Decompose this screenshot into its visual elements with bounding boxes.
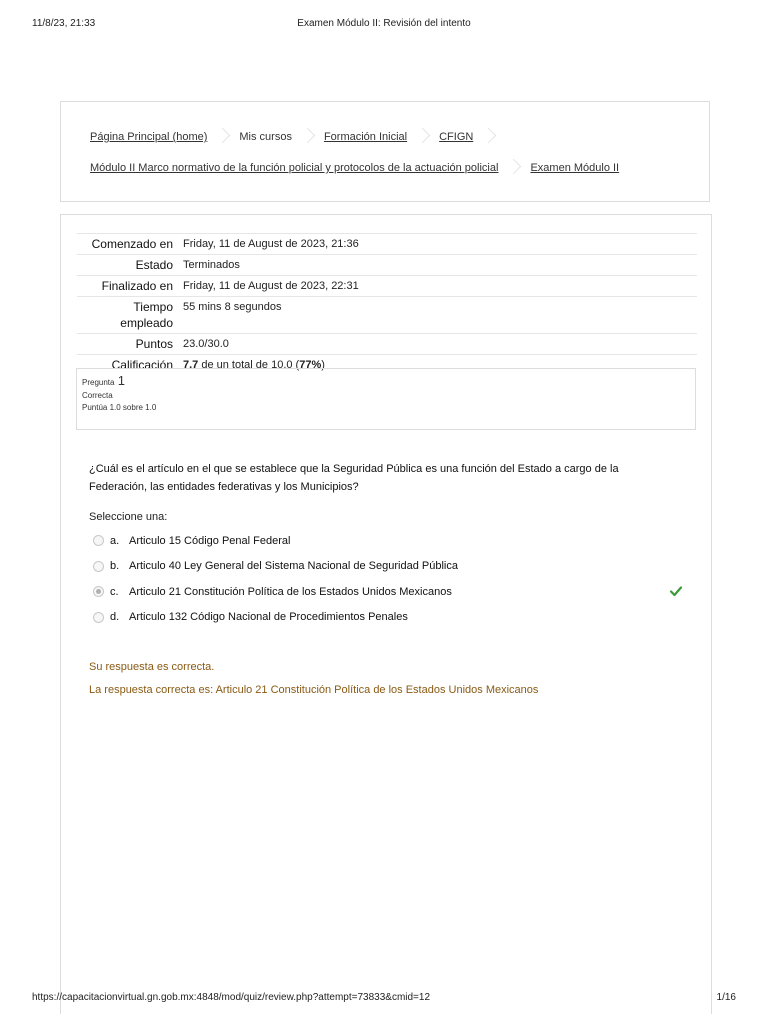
answer-option-a[interactable]: [93, 528, 683, 554]
answer-letter: b.: [110, 560, 120, 573]
answer-option-c[interactable]: [93, 579, 683, 605]
time-label-line-2: empleado: [120, 316, 173, 330]
chevron-right-icon: [508, 159, 516, 177]
summary-row-started: [77, 234, 697, 255]
breadcrumb-formacion-link[interactable]: Formación Inicial: [323, 131, 408, 143]
state-label: Estado: [135, 258, 173, 272]
radio-button[interactable]: [93, 561, 104, 572]
breadcrumb-cfign-link[interactable]: CFIGN: [439, 131, 474, 143]
chevron-right-icon: [483, 128, 491, 146]
answer-text: Articulo 15 Código Penal Federal: [129, 534, 291, 547]
breadcrumb-row-1: [90, 128, 505, 146]
grade-label: Calificación: [111, 358, 173, 372]
print-url: https://capacitacionvirtual.gn.gob.mx:4848/mod/quiz/review.php?attempt=73833&cmid=12: [32, 992, 431, 1003]
breadcrumb-row-2: [90, 159, 619, 177]
answer-options: [93, 528, 683, 630]
breadcrumb: [60, 101, 710, 202]
points-label: Puntos: [135, 337, 173, 351]
feedback-right-answer: La respuesta correcta es: Articulo 21 Constitución Política de los Estados Unidos Mexicanos: [89, 684, 539, 696]
chevron-right-icon: [217, 128, 225, 146]
question-state: Correcta: [82, 391, 113, 400]
answer-text: Articulo 21 Constitución Política de los Estados Unidos Mexicanos: [129, 585, 452, 598]
answer-letter: a.: [110, 534, 120, 547]
answer-text: Articulo 132 Código Nacional de Procedimientos Penales: [129, 611, 408, 624]
chevron-right-icon: [417, 128, 425, 146]
finished-label: Finalizado en: [101, 279, 173, 293]
points-value: 23.0/30.0: [183, 338, 229, 350]
question-number-label: Pregunta: [82, 378, 115, 387]
question-grade: Puntúa 1.0 sobre 1.0: [82, 403, 157, 412]
print-header: [32, 18, 736, 32]
summary-row-state: [77, 255, 697, 276]
radio-button[interactable]: [93, 612, 104, 623]
answer-option-b[interactable]: [93, 554, 683, 580]
time-label: [77, 297, 179, 334]
breadcrumb-module-link[interactable]: Módulo II Marco normativo de la función policial y protocolos de la actuación policial: [90, 162, 499, 174]
grade-value: 7.7 de un total de 10.0 (77%): [183, 359, 325, 371]
question-text: ¿Cuál es el artículo en el que se establece que la Seguridad Pública es una función del Estado a cargo de la Federación, las entidades federativas y los Municipios?: [89, 463, 619, 493]
time-label-line-1: Tiempo: [133, 300, 173, 314]
print-page-number: 1/16: [716, 992, 736, 1003]
summary-row-finished: [77, 276, 697, 297]
grade-total: 10.0: [271, 359, 293, 371]
started-value: Friday, 11 de August de 2023, 21:36: [183, 238, 359, 250]
answer-letter: c.: [110, 585, 119, 598]
question-number: 1: [117, 373, 125, 388]
check-icon: [669, 584, 683, 598]
print-footer: [32, 992, 736, 1006]
answer-option-d[interactable]: [93, 605, 683, 631]
summary-row-time: [77, 297, 697, 334]
breadcrumb-exam-link[interactable]: Examen Módulo II: [530, 162, 620, 174]
answer-text: Articulo 40 Ley General del Sistema Nacional de Seguridad Pública: [129, 560, 458, 573]
chevron-right-icon: [302, 128, 310, 146]
time-value: 55 mins 8 segundos: [183, 301, 282, 313]
grade-percent: 77%: [299, 359, 322, 371]
question-prompt: Seleccione una:: [89, 511, 168, 523]
feedback-result: Su respuesta es correcta.: [89, 661, 215, 673]
print-datetime: 11/8/23, 21:33: [32, 18, 96, 29]
quiz-review-region: [60, 214, 712, 1014]
state-value: Terminados: [183, 259, 240, 271]
question-info: [76, 368, 696, 430]
summary-row-points: [77, 334, 697, 355]
attempt-summary-table: [77, 233, 697, 375]
print-title: Examen Módulo II: Revisión del intento: [297, 18, 471, 29]
grade-score: 7.7: [183, 359, 199, 371]
started-label: Comenzado en: [91, 237, 173, 251]
finished-value: Friday, 11 de August de 2023, 22:31: [183, 280, 359, 292]
radio-button-selected[interactable]: [93, 586, 104, 597]
breadcrumb-home-link[interactable]: Página Principal (home): [90, 131, 208, 143]
answer-letter: d.: [110, 611, 120, 624]
grade-mid-text: de un total de: [198, 359, 272, 371]
radio-button[interactable]: [93, 535, 104, 546]
breadcrumb-my-courses: Mis cursos: [239, 131, 292, 143]
